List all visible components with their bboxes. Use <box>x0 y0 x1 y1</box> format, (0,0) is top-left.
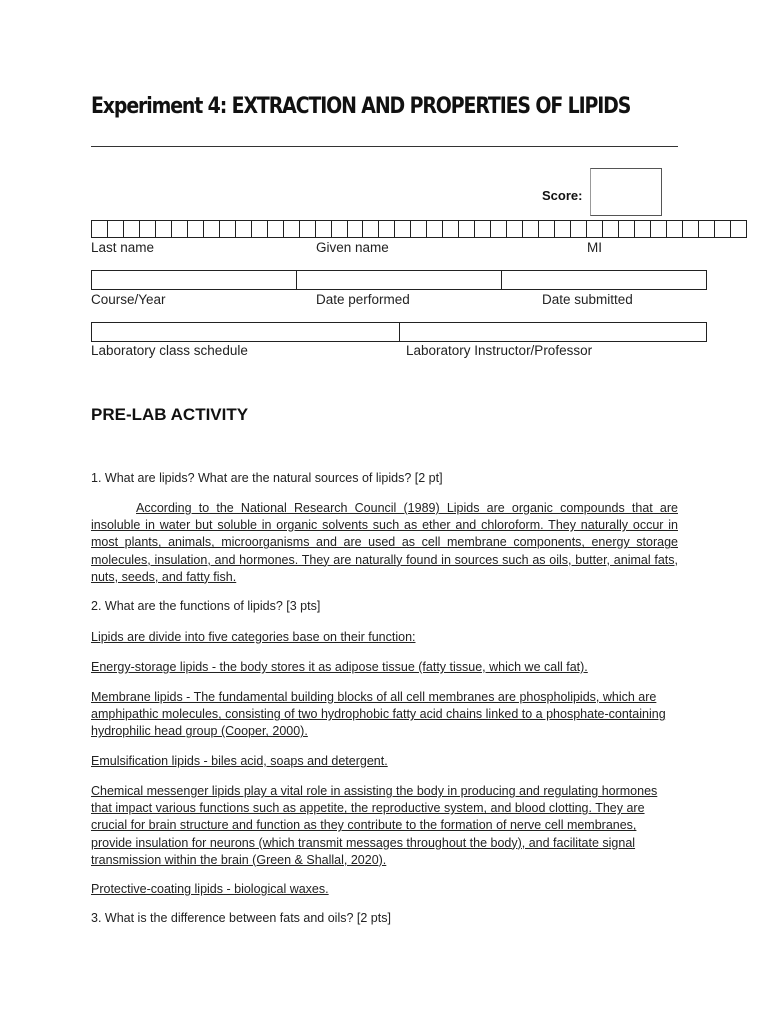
name-letter-cell[interactable] <box>252 221 268 237</box>
name-letter-cell[interactable] <box>459 221 475 237</box>
name-letter-cell[interactable] <box>411 221 427 237</box>
name-letter-cell[interactable] <box>124 221 140 237</box>
question-3: 3. What is the difference between fats and oils? [2 pts] <box>91 911 391 925</box>
name-letter-cell[interactable] <box>108 221 124 237</box>
lab-schedule-field[interactable] <box>92 323 400 341</box>
name-letter-cell[interactable] <box>699 221 715 237</box>
score-box[interactable] <box>590 168 662 216</box>
name-letter-cell[interactable] <box>539 221 555 237</box>
lab-instructor-label: Laboratory Instructor/Professor <box>406 343 593 358</box>
name-letter-cell[interactable] <box>236 221 252 237</box>
name-letter-cell[interactable] <box>555 221 571 237</box>
name-letter-cell[interactable] <box>363 221 379 237</box>
course-year-label: Course/Year <box>91 292 166 307</box>
question-1: 1. What are lipids? What are the natural sources of lipids? [2 pt] <box>91 471 443 485</box>
name-letter-cell[interactable] <box>667 221 683 237</box>
name-letter-cell[interactable] <box>619 221 635 237</box>
name-letter-cell[interactable] <box>204 221 220 237</box>
name-letter-cell[interactable] <box>284 221 300 237</box>
name-letter-cell[interactable] <box>635 221 651 237</box>
answer-2-intro: Lipids are divide into five categories base on their function: <box>91 630 416 644</box>
page-title: Experiment 4: EXTRACTION AND PROPERTIES OF LIPIDS <box>91 94 631 119</box>
name-letter-cell[interactable] <box>443 221 459 237</box>
answer-2-messenger: Chemical messenger lipids play a vital role in assisting the body in producing and regulating hormones that impact various functions such as appetite, the reproductive system, and blood clotting. They are crucial for brain structure and function as they contribute to the formation of nerve cell membranes, provide insulation for neurons (which transmit messages throughout the body), and facilitate signal transmission within the brain (Green & Shallal, 2020). <box>91 784 658 867</box>
answer-1: According to the National Research Council (1989) Lipids are organic compounds that are insoluble in water but soluble in organic solvents such as ether and chloroform. They naturally occur in most plants, animals, microorganisms and are used as cell membrane components, energy storage molecules, insulation, and hormones. They are naturally found in sources such as oils, butter, animal fats, nuts, seeds, and fatty fish. <box>91 501 678 584</box>
answer-2-energy: Energy-storage lipids - the body stores it as adipose tissue (fatty tissue, which we call fat). <box>91 660 588 674</box>
name-letter-cell[interactable] <box>507 221 523 237</box>
name-letter-cell[interactable] <box>348 221 364 237</box>
name-letter-grid[interactable] <box>91 220 747 238</box>
question-2: 2. What are the functions of lipids? [3 pts] <box>91 599 321 613</box>
name-letter-cell[interactable] <box>92 221 108 237</box>
date-submitted-field[interactable] <box>502 271 706 289</box>
name-letter-cell[interactable] <box>156 221 172 237</box>
name-letter-cell[interactable] <box>651 221 667 237</box>
course-year-field[interactable] <box>92 271 297 289</box>
mi-label: MI <box>587 240 602 255</box>
name-letter-cell[interactable] <box>268 221 284 237</box>
name-letter-cell[interactable] <box>188 221 204 237</box>
name-letter-cell[interactable] <box>395 221 411 237</box>
lab-schedule-label: Laboratory class schedule <box>91 343 248 358</box>
name-letter-cell[interactable] <box>587 221 603 237</box>
course-dates-fields <box>91 270 707 290</box>
name-letter-cell[interactable] <box>379 221 395 237</box>
prelab-heading: PRE-LAB ACTIVITY <box>91 405 249 424</box>
answer-2-emulsification: Emulsification lipids - biles acid, soaps and detergent. <box>91 754 388 768</box>
name-letter-cell[interactable] <box>731 221 746 237</box>
title-divider <box>91 146 678 147</box>
name-letter-cell[interactable] <box>491 221 507 237</box>
lab-instructor-field[interactable] <box>400 323 707 341</box>
name-letter-cell[interactable] <box>140 221 156 237</box>
date-submitted-label: Date submitted <box>542 292 633 307</box>
name-letter-cell[interactable] <box>475 221 491 237</box>
name-letter-cell[interactable] <box>571 221 587 237</box>
name-letter-cell[interactable] <box>300 221 316 237</box>
last-name-label: Last name <box>91 240 155 255</box>
schedule-instructor-fields <box>91 322 707 342</box>
name-letter-cell[interactable] <box>316 221 332 237</box>
name-letter-cell[interactable] <box>603 221 619 237</box>
name-letter-cell[interactable] <box>172 221 188 237</box>
name-letter-cell[interactable] <box>332 221 348 237</box>
answer-2-membrane: Membrane lipids - The fundamental building blocks of all cell membranes are phospholipids, which are amphipathic molecules, consisting of two hydrophobic fatty acid chains linked to a phosphate-containing hydrophilic head group (Cooper, 2000). <box>91 690 666 739</box>
name-letter-cell[interactable] <box>427 221 443 237</box>
name-letter-cell[interactable] <box>715 221 731 237</box>
given-name-label: Given name <box>316 240 389 255</box>
name-letter-cell[interactable] <box>683 221 699 237</box>
score-label: Score: <box>542 188 583 203</box>
date-performed-field[interactable] <box>297 271 502 289</box>
answer-2-protective: Protective-coating lipids - biological waxes. <box>91 882 329 896</box>
name-letter-cell[interactable] <box>523 221 539 237</box>
name-letter-cell[interactable] <box>220 221 236 237</box>
date-performed-label: Date performed <box>316 292 410 307</box>
